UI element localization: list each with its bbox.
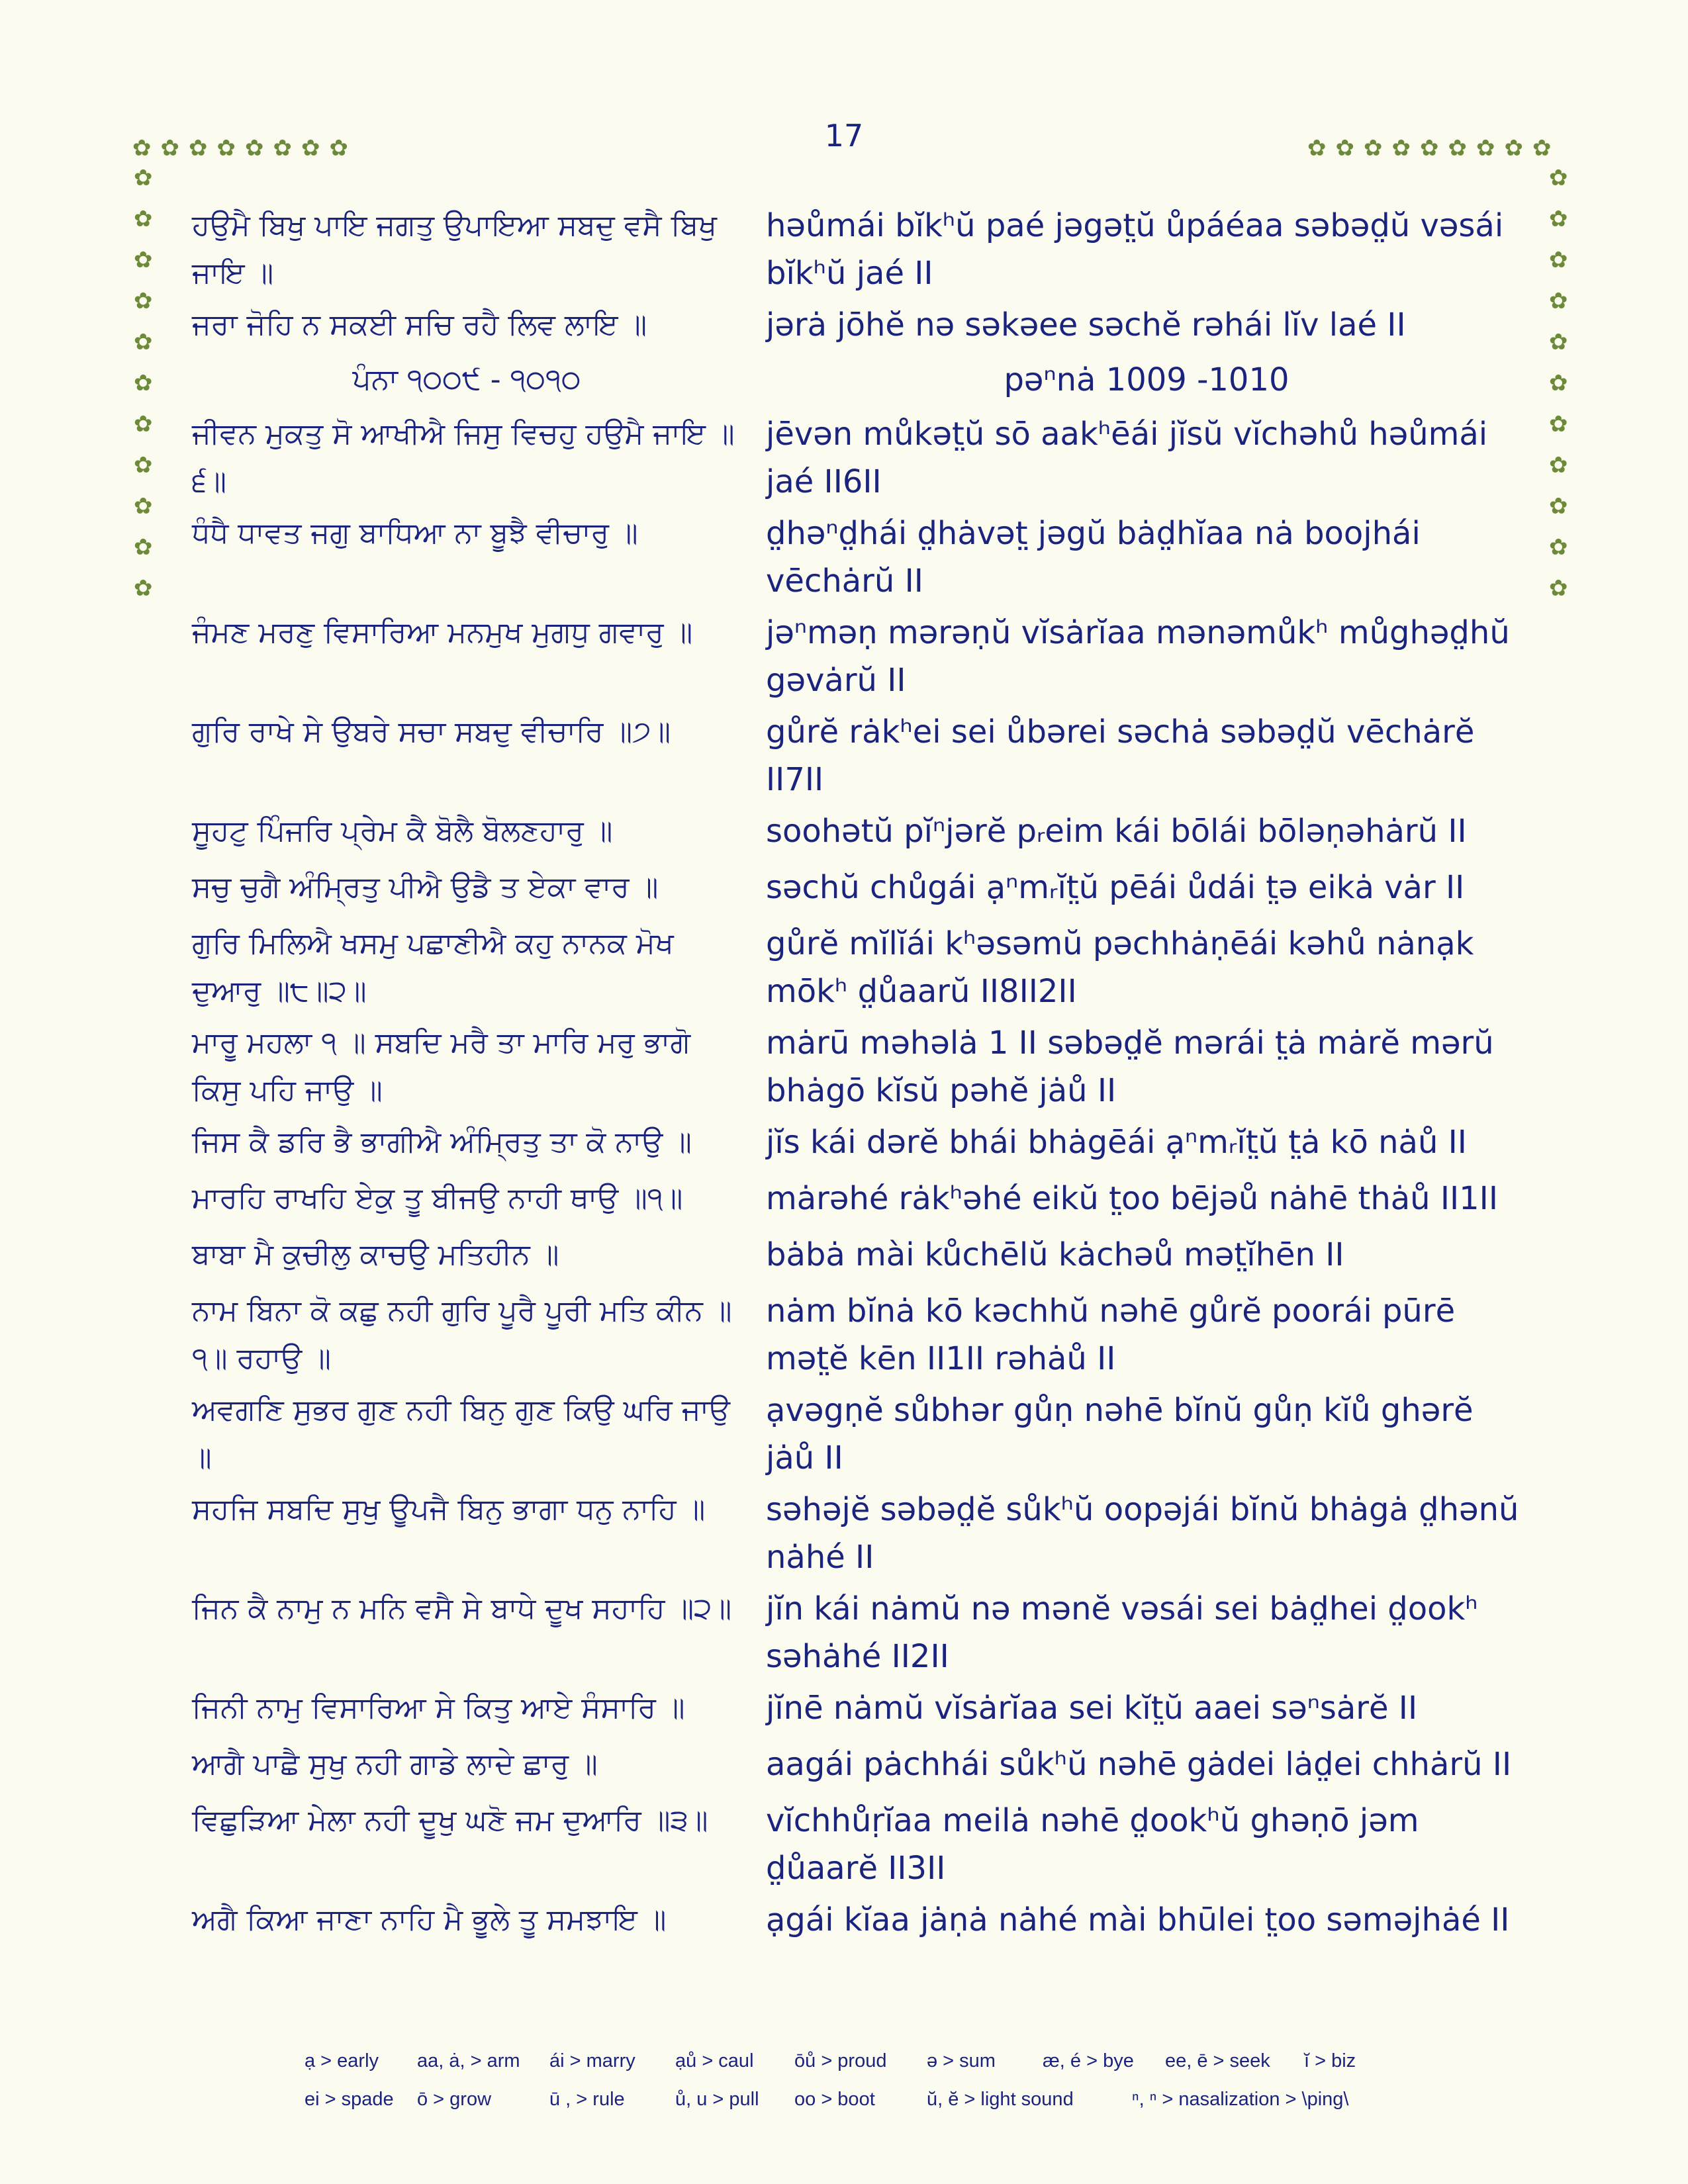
flower-ornament-icon: ✿	[1549, 247, 1568, 273]
gurmukhi-line: ਜਿਨੀ ਨਾਮੁ ਵਿਸਾਰਿਆ ਸੇ ਕਿਤੁ ਆਏ ਸੰਸਾਰਿ ॥	[192, 1691, 685, 1725]
flower-ornament-icon: ✿	[1549, 493, 1568, 520]
flower-ornament-icon: ✿	[1549, 370, 1568, 396]
gurmukhi-line: ਬਾਬਾ ਮੈ ਕੁਚੀਲੁ ਕਾਚਉ ਮਤਿਹੀਨ ॥	[192, 1238, 559, 1271]
flower-ornament-icon: ✿	[273, 135, 292, 161]
gurmukhi-line: ਮਾਰਹਿ ਰਾਖਹਿ ਏਕੁ ਤੂ ਬੀਜਉ ਨਾਹੀ ਥਾਉ ॥੧॥	[192, 1181, 683, 1215]
transliteration-line: jĭn kái nȧmŭ nə mənĕ vəsái sei bȧd̤hei d̤ookʰ səhȧhé II2II	[766, 1590, 1478, 1675]
transliteration-line: ạvəgṇĕ sůbhər gůṇ nəhē bĭnŭ gůṇ kĭů ghərĕ jȧů II	[766, 1392, 1474, 1477]
flower-ornament-icon: ✿	[1307, 135, 1327, 161]
legend-row	[305, 2042, 1562, 2080]
flower-ornament-icon: ✿	[1364, 135, 1383, 161]
transliteration-line: səhəjĕ səbəd̤ĕ sůkʰŭ oopəjái bĭnŭ bhȧgȧ d̤hənŭ nȧhé II	[766, 1491, 1519, 1576]
gurmukhi-line: ਗੁਰਿ ਰਾਖੇ ਸੇ ਉਬਰੇ ਸਚਾ ਸਬਦੁ ਵੀਚਾਰਿ ॥੭॥	[192, 715, 671, 749]
page-range-gurmukhi: ਪੰਨਾ ੧੦੦੯ - ੧੦੧੦	[352, 363, 581, 396]
page-number: 17	[824, 118, 864, 154]
gurmukhi-line: ਸਹਜਿ ਸਬਦਿ ਸੁਖੁ ਊਪਜੈ ਬਿਨੁ ਭਾਗਾ ਧਨੁ ਨਾਹਿ ॥	[192, 1492, 706, 1526]
flower-ornament-icon: ✿	[245, 135, 264, 161]
legend-entry: ū , > rule	[549, 2088, 625, 2110]
gurmukhi-line: ਅਵਗਣਿ ਸੁਭਰ ਗੁਣ ਨਹੀ ਬਿਨੁ ਗੁਣ ਕਿਉ ਘਰਿ ਜਾਉ ॥	[192, 1393, 730, 1475]
transliteration-line: d̤həⁿd̤hái d̤hȧvət̤ jəgŭ bȧd̤hĭaa nȧ boojhái vēchȧrŭ II	[766, 515, 1421, 600]
gurmukhi-line: ਜੀਵਨ ਮੁਕਤੁ ਸੋ ਆਖੀਐ ਜਿਸੁ ਵਿਚਹੁ ਹਉਮੈ ਜਾਇ ॥੬॥	[192, 417, 735, 498]
flower-ornament-icon: ✿	[132, 135, 152, 161]
flower-ornament-icon: ✿	[1549, 411, 1568, 437]
flower-ornament-icon: ✿	[134, 206, 153, 232]
gurmukhi-line: ਧੰਧੈ ਧਾਵਤ ਜਗੁ ਬਾਧਿਆ ਨਾ ਬੂਝੈ ਵੀਚਾਰੁ ॥	[192, 516, 638, 550]
transliteration-line: vĭchhůṛĭaa meilȧ nəhē d̤ookʰŭ ghəṇō jəm d̤ůaarĕ II3II	[766, 1802, 1419, 1887]
flower-ornament-icon: ✿	[160, 135, 179, 161]
legend-entry: oo > boot	[794, 2088, 875, 2110]
gurmukhi-line: ਅਗੈ ਕਿਆ ਜਾਣਾ ਨਾਹਿ ਮੈ ਭੂਲੇ ਤੂ ਸਮਝਾਇ ॥	[192, 1903, 667, 1936]
transliteration-line: jərȧ jōhĕ nə səkəee səchĕ rəhái lĭv laé II	[766, 306, 1406, 343]
transliteration-line: jĭnē nȧmŭ vĭsȧrĭaa sei kĭt̤ŭ aaei səⁿsȧrĕ II	[766, 1690, 1418, 1727]
transliteration-line: nȧm bĭnȧ kō kəchhŭ nəhē gůrĕ poorái pūrē mət̤ĕ kēn II1II rəhȧů II	[766, 1293, 1456, 1377]
flower-ornament-icon: ✿	[134, 534, 153, 561]
flower-ornament-icon: ✿	[1476, 135, 1495, 161]
flower-ornament-icon: ✿	[134, 575, 153, 602]
legend-entry: ạů > caul	[675, 2050, 754, 2071]
flower-ornament-icon: ✿	[1549, 329, 1568, 355]
legend-entry: ⁿ, ⁿ > nasalization > \ping\	[1132, 2088, 1349, 2110]
gurmukhi-line: ਜਰਾ ਜੋਹਿ ਨ ਸਕਈ ਸਚਿ ਰਹੈ ਲਿਵ ਲਾਇ ॥	[192, 308, 647, 341]
flower-ornament-icon: ✿	[134, 493, 153, 520]
page-range-translit: pəⁿnȧ 1009 -1010	[1004, 361, 1289, 398]
transliteration-line: jəⁿməṇ mərəṇŭ vĭsȧrĭaa mənəmůkʰ můghəd̤hŭ gəvȧrŭ II	[766, 614, 1510, 699]
flower-ornament-icon: ✿	[301, 135, 320, 161]
transliteration-line: həůmái bĭkʰŭ paé jəgət̤ŭ ůpáéaa səbəd̤ŭ vəsái bĭkʰŭ jaé II	[766, 207, 1504, 292]
legend-entry: ee, ē > seek	[1165, 2050, 1270, 2071]
flower-ornament-icon: ✿	[1549, 575, 1568, 602]
flower-ornament-icon: ✿	[134, 247, 153, 273]
flower-ornament-icon: ✿	[134, 165, 153, 191]
transliteration-line: ạgái kĭaa jȧṇȧ nȧhé mài bhūlei t̤oo səməjhȧé II	[766, 1901, 1510, 1938]
flower-ornament-icon: ✿	[1504, 135, 1523, 161]
flower-ornament-icon: ✿	[134, 329, 153, 355]
transliteration-line: səchŭ chůgái ạⁿmᵣĭt̤ŭ pēái ůdái t̤ə eikȧ vȧr II	[766, 869, 1465, 906]
flower-ornament-icon: ✿	[1549, 452, 1568, 478]
transliteration-line: bȧbȧ mài kůchēlŭ kȧchəů mət̤ĭhēn II	[766, 1236, 1344, 1273]
transliteration-line: gůrĕ mĭlĭái kʰəsəmŭ pəchhȧṇēái kəhů nȧnạk mōkʰ d̤ůaarŭ II8II2II	[766, 925, 1474, 1010]
flower-ornament-icon: ✿	[189, 135, 208, 161]
legend-entry: ái > marry	[549, 2050, 635, 2071]
gurmukhi-line: ਜਿਸ ਕੈ ਡਰਿ ਭੈ ਭਾਗੀਐ ਅੰਮ੍ਰਿਤੁ ਤਾ ਕੋ ਨਾਉ ॥	[192, 1125, 692, 1159]
flower-ornament-icon: ✿	[134, 288, 153, 314]
gurmukhi-line: ਵਿਛੁੜਿਆ ਮੇਲਾ ਨਹੀ ਦੂਖੁ ਘਣੋ ਜਮ ਦੁਆਰਿ ॥੩॥	[192, 1803, 708, 1837]
gurmukhi-line: ਜੰਮਣ ਮਰਣੁ ਵਿਸਾਰਿਆ ਮਨਮੁਖ ਮੁਗਧੁ ਗਵਾਰੁ ॥	[192, 615, 693, 649]
flower-ornament-icon: ✿	[1391, 135, 1411, 161]
gurmukhi-line: ਆਗੈ ਪਾਛੈ ਸੁਖੁ ਨਹੀ ਗਾਡੇ ਲਾਦੇ ਛਾਰੁ ॥	[192, 1747, 598, 1781]
transliteration-line: soohətŭ pĭⁿjərĕ pᵣeim kái bōlái bōləṇəhȧrŭ II	[766, 813, 1467, 850]
flower-ornament-icon: ✿	[216, 135, 236, 161]
gurmukhi-line: ਸੂਹਟੁ ਪਿੰਜਰਿ ਪ੍ਰੇਮ ਕੈ ਬੋਲੈ ਬੋਲਣਹਾਰੁ ॥	[192, 814, 613, 848]
legend-entry: ạ > early	[305, 2050, 379, 2071]
gurmukhi-line: ਜਿਨ ਕੈ ਨਾਮੁ ਨ ਮਨਿ ਵਸੈ ਸੇ ਬਾਧੇ ਦੂਖ ਸਹਾਹਿ ॥੨॥	[192, 1592, 732, 1625]
flower-ornament-icon: ✿	[1549, 165, 1568, 191]
legend-entry: æ, é > bye	[1043, 2050, 1134, 2071]
pronunciation-legend	[305, 2042, 1562, 2118]
flower-ornament-icon: ✿	[1549, 288, 1568, 314]
transliteration-line: aagái pȧchhái sůkʰŭ nəhē gȧdei lȧd̤ei chhȧrŭ II	[766, 1746, 1512, 1783]
legend-entry: ōů > proud	[794, 2050, 887, 2071]
legend-entry: ĭ > biz	[1304, 2050, 1356, 2071]
legend-entry: ŭ, ĕ > light sound	[927, 2088, 1074, 2110]
transliteration-line: gůrĕ rȧkʰei sei ůbərei səchȧ səbəd̤ŭ vēchȧrĕ II7II	[766, 713, 1475, 798]
gurmukhi-line: ਸਚੁ ਚੁਗੈ ਅੰਮ੍ਰਿਤੁ ਪੀਐ ਉਡੈ ਤ ਏਕਾ ਵਾਰ ॥	[192, 870, 659, 904]
flower-ornament-icon: ✿	[134, 452, 153, 478]
flower-ornament-icon: ✿	[1335, 135, 1354, 161]
transliteration-line: jĭs kái dərĕ bhái bhȧgēái ạⁿmᵣĭt̤ŭ t̤ȧ kō nȧů II	[766, 1124, 1467, 1161]
transliteration-line: jēvən můkət̤ŭ sō aakʰēái jĭsŭ vĭchəhů həůmái jaé II6II	[766, 416, 1488, 500]
gurmukhi-line: ਨਾਮ ਬਿਨਾ ਕੋ ਕਛੁ ਨਹੀ ਗੁਰਿ ਪੂਰੈ ਪੂਰੀ ਮਤਿ ਕੀਨ ॥੧॥ ਰਹਾਉ ॥	[192, 1294, 732, 1375]
flower-ornament-icon: ✿	[1420, 135, 1439, 161]
flower-ornament-icon: ✿	[134, 411, 153, 437]
legend-entry: ō > grow	[417, 2088, 492, 2110]
flower-ornament-icon: ✿	[134, 370, 153, 396]
flower-ornament-icon: ✿	[1448, 135, 1467, 161]
transliteration-line: mȧrū məhəlȧ 1 II səbəd̤ĕ mərái t̤ȧ mȧrĕ mərŭ bhȧgō kĭsŭ pəhĕ jȧů II	[766, 1024, 1494, 1109]
gurmukhi-line: ਹਉਮੈ ਬਿਖੁ ਪਾਇ ਜਗਤੁ ਉਪਾਇਆ ਸਬਦੁ ਵਸੈ ਬਿਖੁ ਜਾਇ ॥	[192, 208, 718, 290]
legend-entry: ei > spade	[305, 2088, 394, 2110]
flower-ornament-icon: ✿	[1549, 206, 1568, 232]
legend-entry: aa, ȧ, > arm	[417, 2050, 520, 2071]
legend-row	[305, 2080, 1562, 2118]
gurmukhi-line: ਮਾਰੂ ਮਹਲਾ ੧ ॥ ਸਬਦਿ ਮਰੈ ਤਾ ਮਾਰਿ ਮਰੁ ਭਾਗੋ ਕਿਸੁ ਪਹਿ ਜਾਉ ॥	[192, 1026, 690, 1107]
flower-ornament-icon: ✿	[329, 135, 348, 161]
flower-ornament-icon: ✿	[1532, 135, 1552, 161]
flower-ornament-icon: ✿	[1549, 534, 1568, 561]
transliteration-line: mȧrəhé rȧkʰəhé eikŭ t̤oo bējəů nȧhē thȧů II1II	[766, 1180, 1498, 1217]
legend-entry: ů, u > pull	[675, 2088, 759, 2110]
gurmukhi-line: ਗੁਰਿ ਮਿਲਿਐ ਖਸਮੁ ਪਛਾਣੀਐ ਕਹੁ ਨਾਨਕ ਮੋਖ ਦੁਆਰੁ ॥੮॥੨॥	[192, 927, 674, 1008]
legend-entry: ə > sum	[927, 2050, 996, 2071]
